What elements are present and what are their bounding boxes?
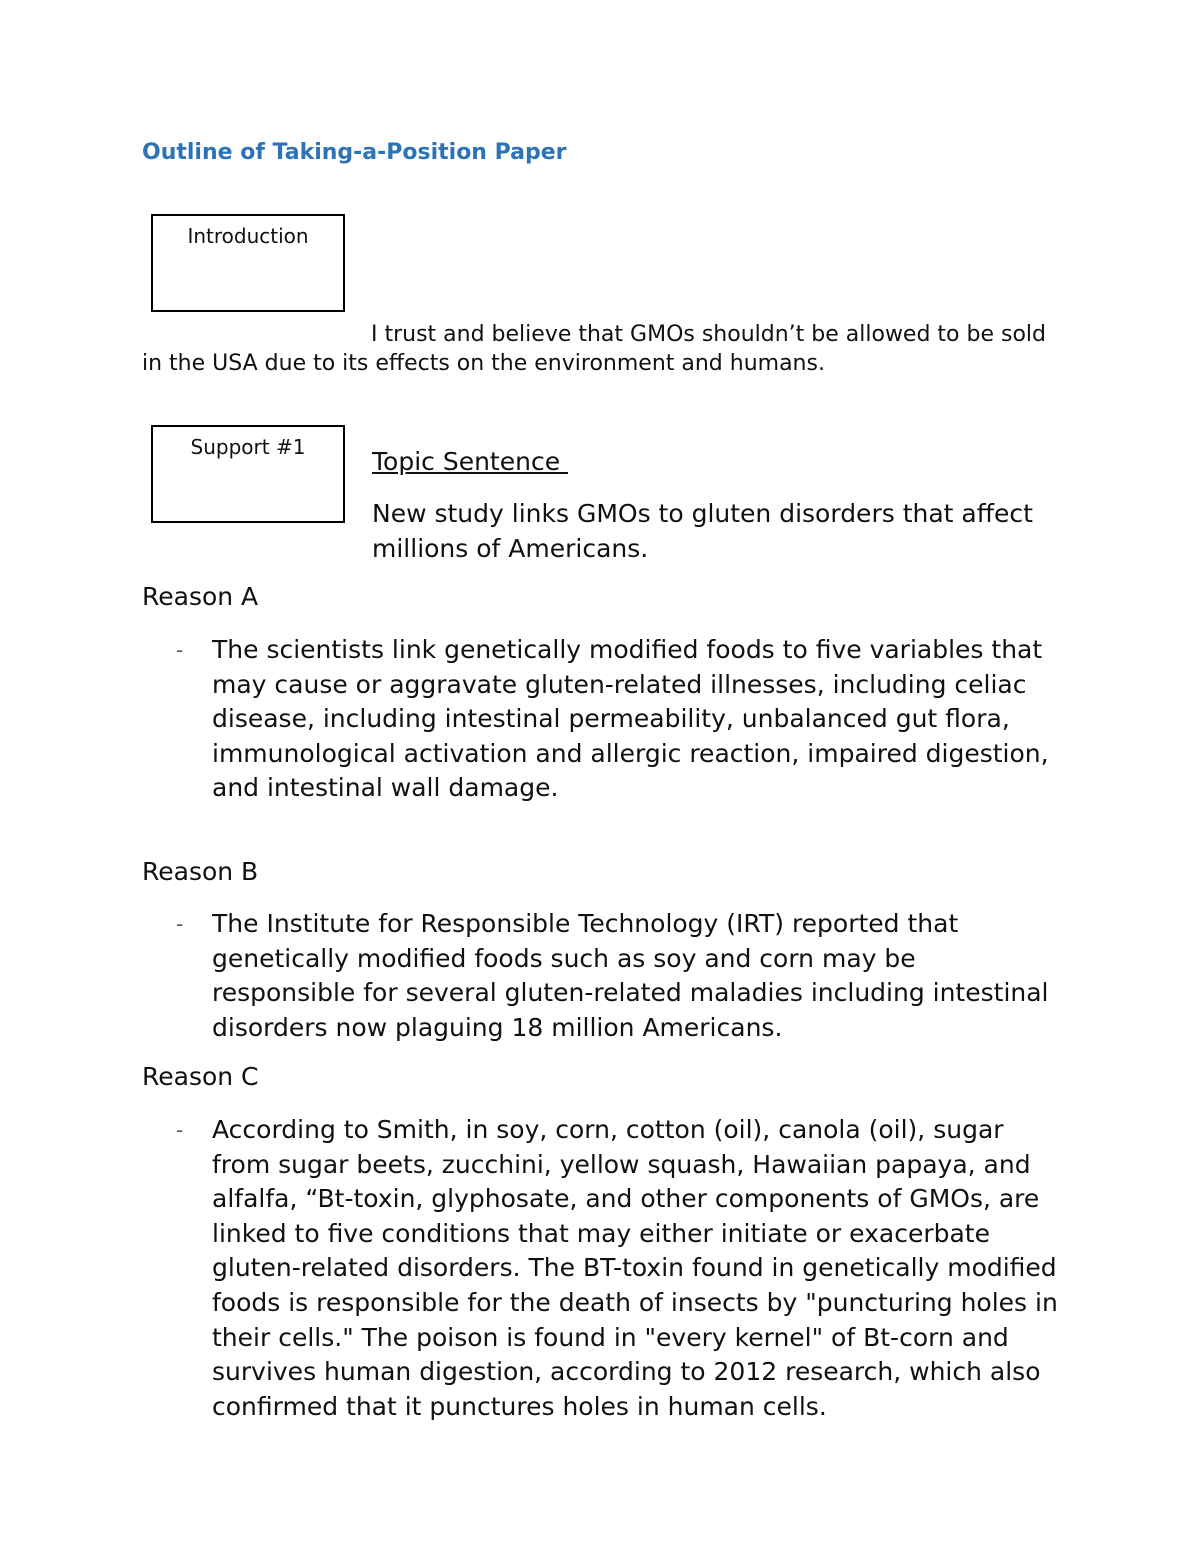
- reason-b-text: The Institute for Responsible Technology (IRT) reported that genetically modified foods such as soy and corn may be responsible for several gluten-related maladies including intestinal disorders now plaguing 18 million Americans.: [212, 909, 1049, 1042]
- reason-c-text: According to Smith, in soy, corn, cotton (oil), canola (oil), sugar from sugar beets, zucchini, yellow squash, Hawaiian papaya, and alfalfa, “Bt-toxin, glyphosate, and other components of GMOs, are linked to five conditions that may either initiate or exacerbate gluten-related disorders. The BT-toxin found in genetically modified foods is responsible for the death of insects by "puncturing holes in their cells." The poison is found in "every kernel" of Bt-corn and survives human digestion, according to 2012 research, which also confirmed that it punctures holes in human cells.: [212, 1115, 1058, 1421]
- introduction-box: [151, 214, 345, 312]
- topic-sentence-heading: Topic Sentence: [372, 447, 569, 476]
- reason-c-label: Reason C: [142, 1062, 259, 1091]
- support-box-label: Support #1: [190, 435, 306, 459]
- topic-sentence: New study links GMOs to gluten disorders that affect millions of Americans.: [372, 499, 1033, 563]
- reason-b-label: Reason B: [142, 857, 259, 886]
- thesis-statement: I trust and believe that GMOs shouldn’t be allowed to be sold in the USA due to its effects on the environment and humans.: [142, 322, 1046, 376]
- bullet-dash-marker: -: [176, 1118, 184, 1142]
- support-box: [151, 425, 345, 523]
- reason-a-bullet: [142, 633, 1062, 806]
- bullet-dash-marker: -: [176, 638, 184, 662]
- reason-c-bullet: [142, 1113, 1062, 1424]
- reason-a-label: Reason A: [142, 582, 259, 611]
- reason-a-text: The scientists link genetically modified foods to five variables that may cause or aggravate gluten-related illnesses, including celiac disease, including intestinal permeability, unbalanced gut flora, immunological activation and allergic reaction, impaired digestion, and intestinal wall damage.: [212, 635, 1049, 803]
- document-title: Outline of Taking-a-Position Paper: [142, 140, 567, 165]
- bullet-dash-marker: -: [176, 912, 184, 936]
- reason-b-bullet: [142, 907, 1062, 1045]
- introduction-box-label: Introduction: [187, 224, 309, 248]
